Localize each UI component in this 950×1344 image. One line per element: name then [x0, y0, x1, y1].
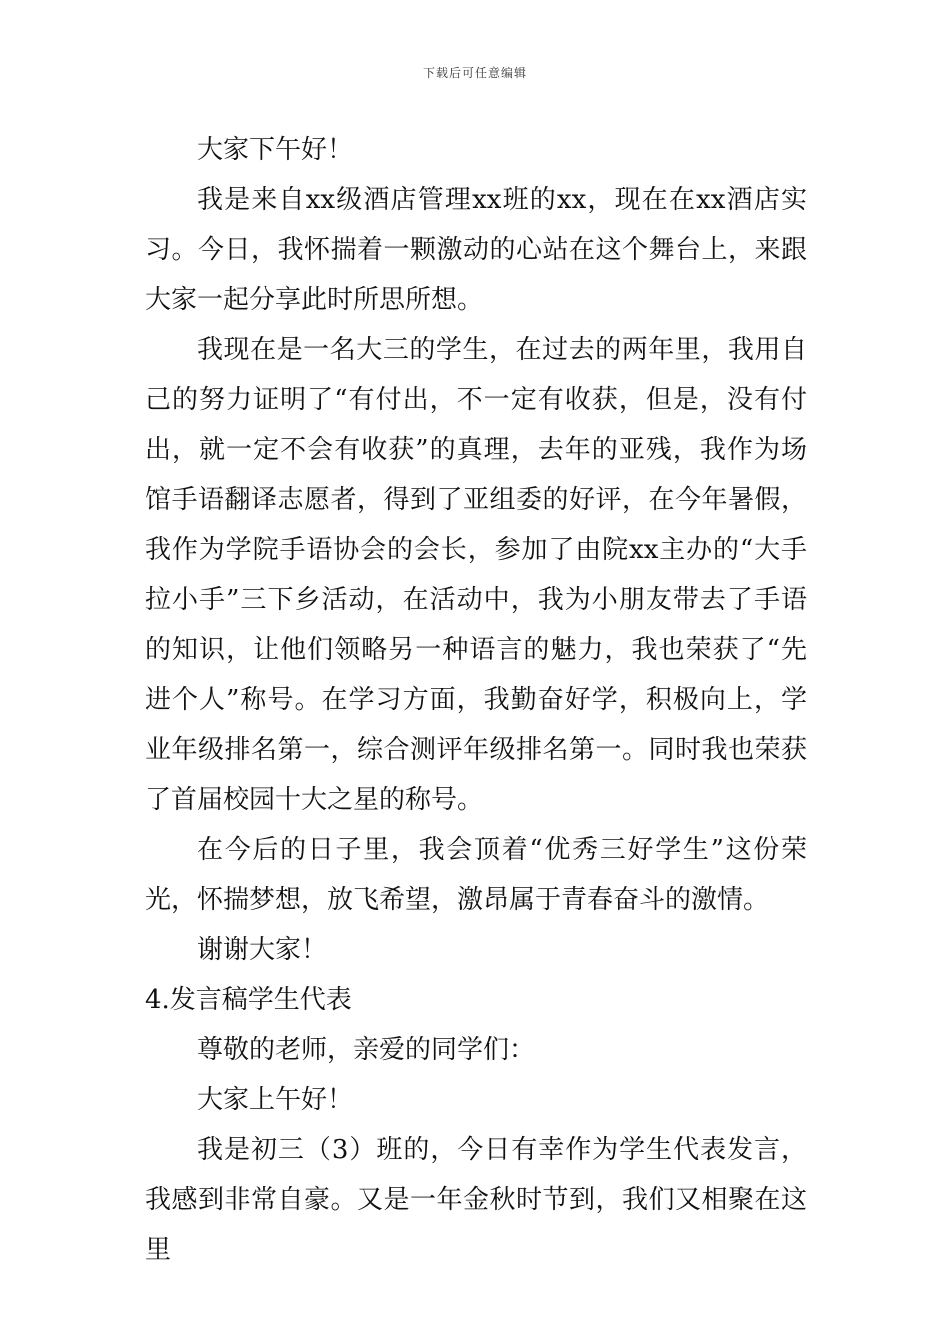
thanks-paragraph: 谢谢大家！: [197, 935, 328, 965]
greeting-paragraph: 大家下午好！: [197, 135, 354, 165]
future-paragraph: 在今后的日子里，我会顶着“优秀三好学生”这份荣光，怀揣梦想，放飞希望，激昂属于青春奋斗的激情。: [145, 835, 807, 915]
header-note: 下载后可任意编辑: [422, 66, 527, 80]
achievements-paragraph: 我现在是一名大三的学生，在过去的两年里，我用自己的努力证明了“有付出，不一定有收获，但是，没有付出，就一定不会有收获”的真理，去年的亚残，我作为场馆手语翻译志愿者，得到了亚组委的好评，在今年暑假，我作为学院手语协会的会长，参加了由院xx主办的“大手拉小手”三下乡活动，在活动中，我为小朋友带去了手语的知识，让他们领略另一种语言的魅力，我也荣获了“先进个人”称号。在学习方面，我勤奋好学，积极向上，学业年级排名第一，综合测评年级排名第一。同时我也荣获了首届校园十大之星的称号。: [145, 335, 807, 815]
intro-paragraph: 我是来自xx级酒店管理xx班的xx，现在在xx酒店实习。今日，我怀揣着一颗激动的心站在这个舞台上，来跟大家一起分享此时所思所想。: [145, 185, 807, 315]
morning-greeting-paragraph: 大家上午好！: [197, 1085, 354, 1115]
speech-opening-paragraph: 我是初三（3）班的，今日有幸作为学生代表发言，我感到非常自豪。又是一年金秋时节到，我们又相聚在这里: [145, 1135, 807, 1265]
section-heading: 4.发言稿学生代表: [145, 985, 352, 1015]
document-body: [145, 125, 807, 1275]
salutation-paragraph: 尊敬的老师，亲爱的同学们：: [197, 1035, 536, 1065]
